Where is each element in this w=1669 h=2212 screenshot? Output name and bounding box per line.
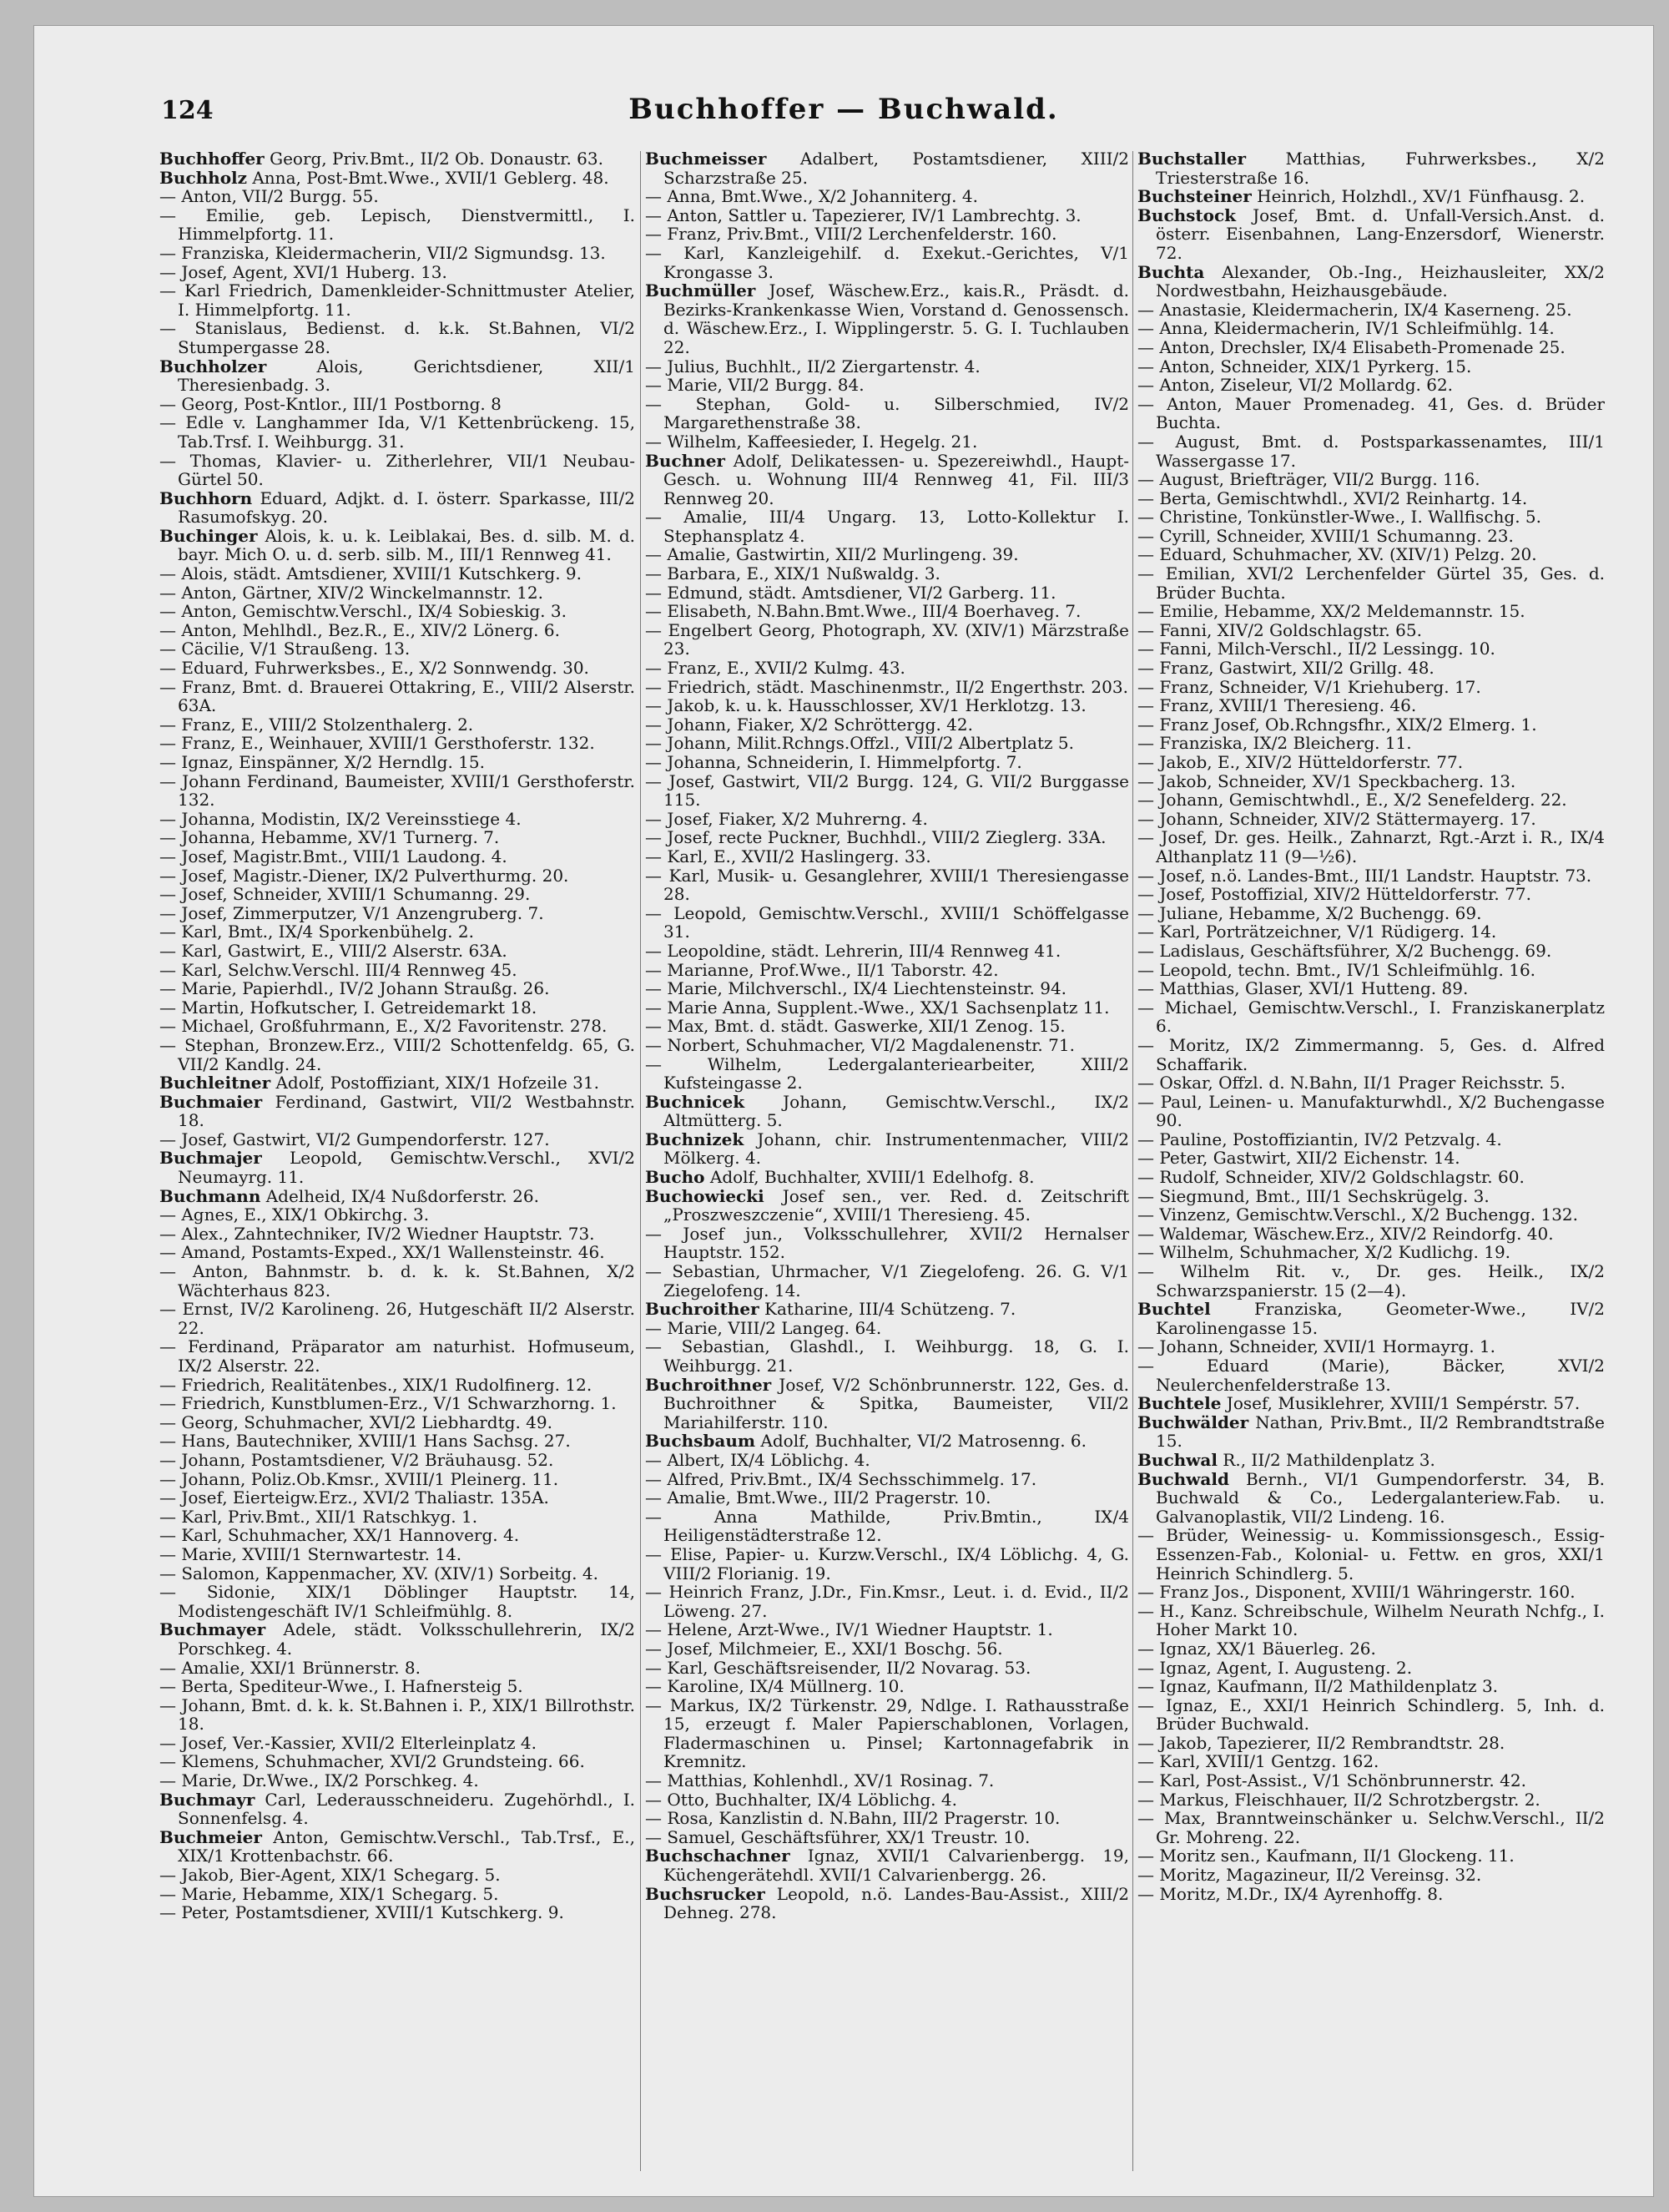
directory-entry: — Johann, Schneider, XVII/1 Hormayrg. 1.	[1137, 1336, 1496, 1357]
surname-heading: Buchmayr	[159, 1789, 255, 1810]
surname-heading: Buchwälder	[1137, 1412, 1249, 1432]
directory-entry: — Eduard, Schuhmacher, XV. (XIV/1) Pelzg. 20.	[1137, 544, 1537, 565]
directory-entry: — Matthias, Kohlenhdl., XV/1 Rosinag. 7.	[645, 1770, 995, 1791]
directory-entry: Buchsrucker Leopold, n.ö. Landes-Bau-Assist., XIII/2 Dehneg. 278.	[645, 1883, 1129, 1923]
column-divider	[1132, 151, 1133, 2171]
surname-heading: Buchstaller	[1137, 149, 1247, 169]
directory-entry: — Franz, XVIII/1 Theresieng. 46.	[1137, 695, 1417, 716]
directory-entry: — Salomon, Kappenmacher, XV. (XIV/1) Sorbeitg. 4.	[159, 1563, 598, 1583]
directory-entry: — Anton, Sattler u. Tapezierer, IV/1 Lambrechtg. 3.	[645, 205, 1082, 225]
surname-heading: Buchmeisser	[645, 149, 767, 169]
directory-entry: — Max, Bmt. d. städt. Gaswerke, XII/1 Zenog. 15.	[645, 1016, 1066, 1037]
directory-entry: — Franz Jos., Disponent, XVIII/1 Währingerstr. 160.	[1137, 1582, 1576, 1603]
directory-entry: Buchleitner Adolf, Postoffiziant, XIX/1 Hofzeile 31.	[159, 1073, 599, 1093]
surname-heading: Buchmayer	[159, 1619, 266, 1640]
directory-entry: — Max, Branntweinschänker u. Selchw.Verschl., II/2 Gr. Mohreng. 22.	[1137, 1808, 1605, 1847]
directory-entry: — Josef, Schneider, XVIII/1 Schumanng. 29.	[159, 884, 531, 905]
directory-entry: Buchwal R., II/2 Mathildenplatz 3.	[1137, 1449, 1435, 1470]
directory-entry: Buchsbaum Adolf, Buchhalter, VI/2 Matrosenng. 6.	[645, 1431, 1087, 1452]
directory-entry: — Anton, Mehlhdl., Bez.R., E., XIV/2 Lönerg. 6.	[159, 619, 560, 640]
directory-entry: — Marie, Milchverschl., IX/4 Liechtensteinstr. 94.	[645, 978, 1067, 999]
directory-entry: — Georg, Schuhmacher, XVI/2 Liebhardtg. 49.	[159, 1412, 552, 1432]
directory-entry: — Georg, Post-Kntlor., III/1 Postborng. 8	[159, 393, 502, 414]
directory-entry: — Klemens, Schuhmacher, XVI/2 Grundsteing. 66.	[159, 1751, 585, 1772]
directory-entry: — Ignaz, Kaufmann, II/2 Mathildenplatz 3.	[1137, 1676, 1499, 1697]
directory-entry: — Anna, Bmt.Wwe., X/2 Johanniterg. 4.	[645, 186, 978, 207]
directory-entry: — Ernst, IV/2 Karolineng. 26, Hutgeschäft II/2 Alserstr. 22.	[159, 1299, 635, 1338]
directory-entry: Buchholzer Alois, Gerichtsdiener, XII/1 Theresienbadg. 3.	[159, 356, 635, 396]
directory-entry: — Jakob, Schneider, XV/1 Speckbacherg. 13.	[1137, 770, 1516, 791]
directory-entry: — Franz, Gastwirt, XII/2 Grillg. 48.	[1137, 658, 1435, 679]
directory-entry: — Berta, Spediteur-Wwe., I. Hafnersteig 5.	[159, 1676, 523, 1697]
directory-entry: — Juliane, Hebamme, X/2 Buchengg. 69.	[1137, 902, 1482, 923]
surname-heading: Buchstock	[1137, 205, 1237, 225]
surname-heading: Buchhoffer	[159, 149, 265, 169]
directory-entry: — Marie, VIII/2 Langeg. 64.	[645, 1317, 882, 1338]
directory-entry: — Franz, E., Weinhauer, XVIII/1 Gersthoferstr. 132.	[159, 733, 595, 754]
directory-entry: — Marie Anna, Supplent.-Wwe., XX/1 Sachsenplatz 11.	[645, 997, 1110, 1018]
directory-entry: Buchner Adolf, Delikatessen- u. Spezereiwhdl., Haupt-Gesch. u. Wohnung III/4 Rennweg 41, Fil. III/3 Rennweg 20.	[645, 450, 1129, 508]
surname-heading: Buchmann	[159, 1185, 261, 1206]
directory-entry: — Johanna, Schneiderin, I. Himmelpfortg. 7.	[645, 752, 1022, 772]
directory-entry: — Edle v. Langhammer Ida, V/1 Kettenbrückeng. 15, Tab.Trsf. I. Weihburgg. 31.	[159, 412, 635, 452]
surname-heading: Buchholz	[159, 167, 247, 188]
directory-entry: — Wilhelm, Schuhmacher, X/2 Kudlichg. 19.	[1137, 1242, 1511, 1263]
directory-entry: — Emilie, Hebamme, XX/2 Meldemannstr. 15.	[1137, 601, 1525, 622]
directory-entry: — Johann, Poliz.Ob.Kmsr., XVIII/1 Pleinerg. 11.	[159, 1468, 559, 1489]
directory-entry: — Wilhelm Rit. v., Dr. ges. Heilk., IX/2 Schwarzspanierstr. 15 (2—4).	[1137, 1261, 1605, 1300]
directory-entry: — Friedrich, städt. Maschinenmstr., II/2 Engerthstr. 203.	[645, 676, 1128, 697]
directory-entry: — Josef, Gastwirt, VII/2 Burgg. 124, G. VII/2 Burggasse 115.	[645, 770, 1129, 811]
directory-entry: — Samuel, Geschäftsführer, XX/1 Treustr. 10.	[645, 1826, 1031, 1847]
directory-entry: — Amalie, Bmt.Wwe., III/2 Pragerstr. 10.	[645, 1487, 991, 1508]
surname-heading: Buchtele	[1137, 1393, 1222, 1414]
directory-entry: — Waldemar, Wäschew.Erz., XIV/2 Reindorfg. 40.	[1137, 1223, 1554, 1244]
directory-page	[33, 25, 1654, 2197]
surname-heading: Buchmüller	[645, 280, 756, 301]
directory-entry: — Karl, Musik- u. Gesanglehrer, XVIII/1 Theresiengasse 28.	[645, 865, 1129, 905]
directory-entry: — Anton, Gemischtw.Verschl., IX/4 Sobieskig. 3.	[159, 601, 567, 622]
directory-entry: — Cyrill, Schneider, XVIII/1 Schumanng. 23.	[1137, 525, 1514, 546]
directory-entry: — Jakob, E., XIV/2 Hütteldorferstr. 77.	[1137, 752, 1464, 772]
directory-entry: — Anna Mathilde, Priv.Bmtin., IX/4 Heiligenstädterstraße 12.	[645, 1506, 1129, 1546]
directory-entry: — Johann, Postamtsdiener, V/2 Bräuhausg. 52.	[159, 1449, 554, 1470]
surname-heading: Buchroithner	[645, 1374, 772, 1395]
directory-entry: — Amalie, XXI/1 Brünnerstr. 8.	[159, 1657, 421, 1678]
directory-entry: — Jakob, Bier-Agent, XIX/1 Schegarg. 5.	[159, 1865, 501, 1886]
directory-entry: — Josef, Zimmerputzer, V/1 Anzengruberg. 7.	[159, 902, 544, 923]
directory-column-left	[159, 149, 635, 1922]
surname-heading: Buchsbaum	[645, 1431, 756, 1452]
directory-entry: — Franz Josef, Ob.Rchngsfhr., XIX/2 Elmerg. 1.	[1137, 714, 1537, 735]
directory-entry: — Marie, VII/2 Burgg. 84.	[645, 375, 865, 396]
directory-entry: — Josef, Postoffizial, XIV/2 Hütteldorferstr. 77.	[1137, 884, 1531, 905]
directory-entry: — Anton, Ziseleur, VI/2 Mollardg. 62.	[1137, 375, 1454, 396]
directory-entry: — Emilie, geb. Lepisch, Dienstvermittl., I. Himmelpfortg. 11.	[159, 205, 635, 245]
directory-entry: Buchmeier Anton, Gemischtw.Verschl., Tab.Trsf., E., XIX/1 Krottenbachstr. 66.	[159, 1826, 635, 1866]
directory-entry: — Stanislaus, Bedienst. d. k.k. St.Bahnen, VI/2 Stumpergasse 28.	[159, 318, 635, 357]
directory-entry: — Ignaz, Agent, I. Augusteng. 2.	[1137, 1657, 1413, 1678]
directory-entry: — Anton, Gärtner, XIV/2 Winckelmannstr. 12.	[159, 582, 543, 603]
surname-heading: Buchmaier	[159, 1091, 263, 1112]
directory-entry: — Alex., Zahntechniker, IV/2 Wiedner Hauptstr. 73.	[159, 1223, 595, 1244]
directory-entry: — Hans, Bautechniker, XVIII/1 Hans Sachsg. 27.	[159, 1431, 571, 1452]
surname-heading: Buchschachner	[645, 1846, 790, 1866]
directory-entry: Buchroithner Josef, V/2 Schönbrunnerstr. 122, Ges. d. Buchroithner & Spitka, Baumeister, VII/2 Mariahilferstr. 110.	[645, 1374, 1129, 1432]
directory-entry: Buchta Alexander, Ob.-Ing., Heizhausleiter, XX/2 Nordwestbahn, Heizhausgebäude.	[1137, 261, 1605, 301]
surname-heading: Buchroither	[645, 1299, 759, 1320]
directory-entry: — Josef, Gastwirt, VI/2 Gumpendorferstr. 127.	[159, 1129, 550, 1149]
directory-entry: — Marie, Papierhdl., IV/2 Johann Straußg. 26.	[159, 978, 550, 999]
directory-entry: — H., Kanz. Schreibschule, Wilhelm Neurath Nchfg., I. Hoher Markt 10.	[1137, 1600, 1605, 1640]
directory-entry: — Eduard, Fuhrwerksbes., E., X/2 Sonnwendg. 30.	[159, 658, 589, 679]
directory-entry: Buchmajer Leopold, Gemischtw.Verschl., XVI/2 Neumayrg. 11.	[159, 1148, 635, 1188]
directory-entry: — Fanni, XIV/2 Goldschlagstr. 65.	[1137, 619, 1422, 640]
directory-entry: — Karl, Geschäftsreisender, II/2 Novarag. 53.	[645, 1657, 1031, 1678]
directory-entry: Buchnizek Johann, chir. Instrumentenmacher, VIII/2 Mölkerg. 4.	[645, 1129, 1129, 1169]
directory-entry: — Karl, Post-Assist., V/1 Schönbrunnerstr. 42.	[1137, 1770, 1526, 1791]
surname-heading: Bucho	[645, 1167, 705, 1188]
directory-entry: — Otto, Buchhalter, IX/4 Löblichg. 4.	[645, 1789, 957, 1810]
directory-entry: — Thomas, Klavier- u. Zitherlehrer, VII/1 Neubau-Gürtel 50.	[159, 450, 635, 490]
directory-entry: — Albert, IX/4 Löblichg. 4.	[645, 1449, 870, 1470]
surname-heading: Buchinger	[159, 525, 258, 546]
directory-entry: — Jakob, Tapezierer, II/2 Rembrandtstr. 28.	[1137, 1732, 1505, 1753]
directory-entry: Buchstock Josef, Bmt. d. Unfall-Versich.Anst. d. österr. Eisenbahnen, Lang-Enzersdorf, Wienerstr. 72.	[1137, 205, 1605, 263]
page-number: 124	[161, 96, 214, 125]
directory-entry: — Peter, Postamtsdiener, XVIII/1 Kutschkerg. 9.	[159, 1902, 564, 1923]
directory-entry: — Christine, Tonkünstler-Wwe., I. Wallfischg. 5.	[1137, 507, 1541, 528]
directory-entry: — Amand, Postamts-Exped., XX/1 Wallensteinstr. 46.	[159, 1242, 605, 1263]
column-divider	[640, 151, 641, 2171]
directory-entry: — Sebastian, Glashdl., I. Weihburgg. 18, G. I. Weihburgg. 21.	[645, 1336, 1129, 1376]
directory-entry: — Marianne, Prof.Wwe., II/1 Taborstr. 42.	[645, 959, 999, 980]
directory-entry: — Franz, Schneider, V/1 Kriehuberg. 17.	[1137, 676, 1481, 697]
surname-heading: Buchnicek	[645, 1091, 745, 1112]
directory-entry: — Josef, Ver.-Kassier, XVII/2 Elterleinplatz 4.	[159, 1732, 537, 1753]
directory-entry: — Ignaz, Einspänner, X/2 Herndlg. 15.	[159, 752, 485, 772]
directory-entry: — Heinrich Franz, J.Dr., Fin.Kmsr., Leut. i. d. Evid., II/2 Löweng. 27.	[645, 1582, 1129, 1621]
directory-entry: — Wilhelm, Kaffeesieder, I. Hegelg. 21.	[645, 431, 978, 452]
directory-entry: — Friedrich, Kunstblumen-Erz., V/1 Schwarzhorng. 1.	[159, 1393, 617, 1414]
directory-entry: Buchroither Katharine, III/4 Schützeng. 7.	[645, 1299, 1016, 1320]
directory-entry: — Anton, Drechsler, IX/4 Elisabeth-Promenade 25.	[1137, 336, 1566, 357]
directory-entry: — Anton, Mauer Promenadeg. 41, Ges. d. Brüder Buchta.	[1137, 393, 1605, 433]
directory-entry: — Anna, Kleidermacherin, IV/1 Schleifmühlg. 14.	[1137, 318, 1555, 339]
directory-entry: Buchsteiner Heinrich, Holzhdl., XV/1 Fünfhausg. 2.	[1137, 186, 1586, 207]
directory-entry: Buchinger Alois, k. u. k. Leiblakai, Bes. d. silb. M. d. bayr. Mich O. u. d. serb. silb. M., III/1 Rennweg 41.	[159, 525, 635, 565]
directory-entry: — Karl, Kanzleigehilf. d. Exekut.-Gerichtes, V/1 Krongasse 3.	[645, 242, 1129, 282]
surname-heading: Buchtel	[1137, 1299, 1211, 1320]
surname-heading: Buchnizek	[645, 1129, 744, 1149]
directory-entry: — Franz, Bmt. d. Brauerei Ottakring, E., VIII/2 Alserstr. 63A.	[159, 676, 635, 716]
directory-entry: — Edmund, städt. Amtsdiener, VI/2 Garberg. 11.	[645, 582, 1056, 603]
directory-entry: — Julius, Buchhlt., II/2 Ziergartenstr. 4.	[645, 356, 981, 376]
directory-entry: — Anton, Schneider, XIX/1 Pyrkerg. 15.	[1137, 356, 1472, 376]
directory-entry: — Rudolf, Schneider, XIV/2 Goldschlagstr. 60.	[1137, 1167, 1525, 1188]
directory-entry: — Ladislaus, Geschäftsführer, X/2 Buchengg. 69.	[1137, 940, 1552, 961]
directory-entry: — Johann, Milit.Rchngs.Offzl., VIII/2 Albertplatz 5.	[645, 733, 1074, 754]
directory-entry: — Wilhelm, Ledergalanteriearbeiter, XIII/2 Kufsteingasse 2.	[645, 1053, 1129, 1093]
directory-entry: — Anton, Bahnmstr. b. d. k. k. St.Bahnen, X/2 Wächterhaus 823.	[159, 1261, 635, 1300]
directory-entry: — Karoline, IX/4 Müllnerg. 10.	[645, 1676, 905, 1697]
directory-entry: — August, Bmt. d. Postsparkassenamtes, III/1 Wassergasse 17.	[1137, 431, 1605, 471]
directory-entry: Buchwald Bernh., VI/1 Gumpendorferstr. 34, B. Buchwald & Co., Ledergalanteriew.Fab. u. Galvanoplastik, VII/2 Lindeng. 16.	[1137, 1468, 1605, 1527]
directory-entry: — Sidonie, XIX/1 Döblinger Hauptstr. 14, Modistengeschäft IV/1 Schleifmühlg. 8.	[159, 1582, 635, 1621]
directory-entry: Buchmayer Adele, städt. Volksschullehrerin, IX/2 Porschkeg. 4.	[159, 1619, 635, 1659]
directory-entry: — Moritz, M.Dr., IX/4 Ayrenhoffg. 8.	[1137, 1883, 1444, 1904]
directory-entry: — Stephan, Bronzew.Erz., VIII/2 Schottenfeldg. 65, G. VII/2 Kandlg. 24.	[159, 1034, 635, 1074]
directory-entry: — Josef, Eierteigw.Erz., XVI/2 Thaliastr. 135A.	[159, 1487, 549, 1508]
directory-entry: — Marie, XVIII/1 Sternwartestr. 14.	[159, 1543, 462, 1564]
surname-heading: Buchowiecki	[645, 1185, 764, 1206]
directory-entry: — Ferdinand, Präparator am naturhist. Hofmuseum, IX/2 Alserstr. 22.	[159, 1336, 635, 1376]
directory-entry: — Berta, Gemischtwhdl., XVI/2 Reinhartg. 14.	[1137, 487, 1528, 508]
directory-entry: Bucho Adolf, Buchhalter, XVIII/1 Edelhofg. 8.	[645, 1167, 1035, 1188]
directory-entry: — Josef, recte Puckner, Buchhdl., VIII/2 Zieglerg. 33A.	[645, 827, 1107, 848]
surname-heading: Buchmajer	[159, 1148, 262, 1169]
directory-entry: — Fanni, Milch-Verschl., II/2 Lessingg. 10.	[1137, 639, 1495, 659]
directory-entry: — Jakob, k. u. k. Hausschlosser, XV/1 Herklotzg. 13.	[645, 695, 1087, 716]
directory-entry: — Siegmund, Bmt., III/1 Sechskrügelg. 3.	[1137, 1185, 1490, 1206]
surname-heading: Buchta	[1137, 261, 1205, 282]
directory-entry: — Ignaz, E., XXI/1 Heinrich Schindlerg. 5, Inh. d. Brüder Buchwald.	[1137, 1694, 1605, 1735]
directory-entry: Buchwälder Nathan, Priv.Bmt., II/2 Rembrandtstraße 15.	[1137, 1412, 1605, 1452]
directory-entry: — Markus, IX/2 Türkenstr. 29, Ndlge. I. Rathausstraße 15, erzeugt f. Maler Papierschablonen, Vorlagen, Fladermaschinen u. Pinsel; Kartonnagefabrik in Kremnitz.	[645, 1694, 1129, 1772]
directory-column-middle	[645, 149, 1129, 1922]
directory-entry: Buchstaller Matthias, Fuhrwerksbes., X/2 Triesterstraße 16.	[1137, 149, 1605, 188]
directory-entry: — Amalie, III/4 Ungarg. 13, Lotto-Kollektur I. Stephansplatz 4.	[645, 507, 1129, 546]
directory-entry: — Johann, Fiaker, X/2 Schröttergg. 42.	[645, 714, 973, 735]
directory-entry: Buchhorn Eduard, Adjkt. d. I. österr. Sparkasse, III/2 Rasumofskyg. 20.	[159, 487, 635, 528]
directory-entry: — Anastasie, Kleidermacherin, IX/4 Kaserneng. 25.	[1137, 299, 1572, 320]
directory-entry: — Johann, Bmt. d. k. k. St.Bahnen i. P., XIX/1 Billrothstr. 18.	[159, 1694, 635, 1735]
directory-entry: — Josef, n.ö. Landes-Bmt., III/1 Landstr. Hauptstr. 73.	[1137, 865, 1592, 886]
directory-entry: — Franziska, Kleidermacherin, VII/2 Sigmundsg. 13.	[159, 242, 606, 263]
directory-entry: — Karl, Porträtzeichner, V/1 Rüdigerg. 14.	[1137, 922, 1497, 942]
directory-entry: Buchschachner Ignaz, XVII/1 Calvarienbergg. 19, Küchengerätehdl. XVII/1 Calvarienbergg. 26.	[645, 1846, 1129, 1886]
directory-entry: — Karl, Bmt., IX/4 Sporkenbühelg. 2.	[159, 922, 474, 942]
surname-heading: Buchholzer	[159, 356, 267, 376]
directory-entry: — Stephan, Gold- u. Silberschmied, IV/2 Margarethenstraße 38.	[645, 393, 1129, 433]
directory-entry: — Barbara, E., XIX/1 Nußwaldg. 3.	[645, 563, 940, 584]
directory-entry: — Johanna, Modistin, IX/2 Vereinsstiege 4.	[159, 808, 522, 829]
directory-entry: — Alois, städt. Amtsdiener, XVIII/1 Kutschkerg. 9.	[159, 563, 582, 584]
directory-entry: — Josef, Milchmeier, E., XXI/1 Boschg. 56.	[645, 1638, 1003, 1659]
directory-entry: Buchmüller Josef, Wäschew.Erz., kais.R., Präsdt. d. Bezirks-Krankenkasse Wien, Vorstand d. Genossensch. d. Wäschew.Erz., I. Wipplingerstr. 5. G. I. Tuchlauben 22.	[645, 280, 1129, 357]
directory-entry: Buchmaier Ferdinand, Gastwirt, VII/2 Westbahnstr. 18.	[159, 1091, 635, 1131]
directory-entry: — Johann, Gemischtwhdl., E., X/2 Senefelderg. 22.	[1137, 790, 1567, 811]
surname-heading: Buchleitner	[159, 1073, 271, 1093]
directory-entry: — Vinzenz, Gemischtw.Verschl., X/2 Buchengg. 132.	[1137, 1204, 1578, 1225]
directory-entry: — Leopoldine, städt. Lehrerin, III/4 Rennweg 41.	[645, 940, 1061, 961]
directory-entry: — Cäcilie, V/1 Straußeng. 13.	[159, 639, 411, 659]
surname-heading: Buchsrucker	[645, 1883, 765, 1904]
directory-entry: — Marie, Dr.Wwe., IX/2 Porschkeg. 4.	[159, 1770, 479, 1791]
directory-entry: — Michael, Großfuhrmann, E., X/2 Favoritenstr. 278.	[159, 1016, 608, 1037]
directory-entry: — Ignaz, XX/1 Bäuerleg. 26.	[1137, 1638, 1376, 1659]
surname-heading: Buchsteiner	[1137, 186, 1252, 207]
directory-entry: — Michael, Gemischtw.Verschl., I. Franziskanerplatz 6.	[1137, 997, 1605, 1037]
directory-entry: — Franz, E., VIII/2 Stolzenthalerg. 2.	[159, 714, 474, 735]
surname-heading: Buchner	[645, 450, 725, 471]
directory-entry: — Elise, Papier- u. Kurzw.Verschl., IX/4 Löblichg. 4, G. VIII/2 Florianig. 19.	[645, 1543, 1129, 1583]
directory-entry: Buchholz Anna, Post-Bmt.Wwe., XVII/1 Geblerg. 48.	[159, 167, 609, 188]
directory-entry: — Alfred, Priv.Bmt., IX/4 Sechsschimmelg. 17.	[645, 1468, 1037, 1489]
directory-entry: Buchhoffer Georg, Priv.Bmt., II/2 Ob. Donaustr. 63.	[159, 149, 603, 169]
directory-entry: — Matthias, Glaser, XVI/1 Hutteng. 89.	[1137, 978, 1469, 999]
directory-entry: — Helene, Arzt-Wwe., IV/1 Wiedner Hauptstr. 1.	[645, 1619, 1053, 1640]
directory-entry: — Franziska, IX/2 Bleicherg. 11.	[1137, 733, 1412, 754]
directory-entry: — Paul, Leinen- u. Manufakturwhdl., X/2 Buchengasse 90.	[1137, 1091, 1605, 1131]
surname-heading: Buchmeier	[159, 1826, 262, 1847]
directory-entry: — Eduard (Marie), Bäcker, XVI/2 Neulerchenfelderstraße 13.	[1137, 1356, 1605, 1395]
directory-entry: — Moritz, Magazineur, II/2 Vereinsg. 32.	[1137, 1865, 1482, 1886]
directory-entry: — Rosa, Kanzlistin d. N.Bahn, III/2 Pragerstr. 10.	[645, 1808, 1061, 1829]
directory-entry: — Emilian, XVI/2 Lerchenfelder Gürtel 35, Ges. d. Brüder Buchta.	[1137, 563, 1605, 603]
directory-entry: — Oskar, Offzl. d. N.Bahn, II/1 Prager Reichsstr. 5.	[1137, 1073, 1566, 1093]
directory-entry: — Agnes, E., XIX/1 Obkirchg. 3.	[159, 1204, 430, 1225]
directory-entry: — Josef jun., Volksschullehrer, XVII/2 Hernalser Hauptstr. 152.	[645, 1223, 1129, 1263]
surname-heading: Buchwal	[1137, 1449, 1218, 1470]
directory-entry: — Josef, Magistr.-Diener, IX/2 Pulverthurmg. 20.	[159, 865, 569, 886]
directory-entry: — Norbert, Schuhmacher, VI/2 Magdalenenstr. 71.	[645, 1034, 1075, 1055]
directory-entry: — Amalie, Gastwirtin, XII/2 Murlingeng. 39.	[645, 544, 1019, 565]
directory-entry: Buchnicek Johann, Gemischtw.Verschl., IX/2 Altmütterg. 5.	[645, 1091, 1129, 1131]
directory-entry: — Sebastian, Uhrmacher, V/1 Ziegelofeng. 26. G. V/1 Ziegelofeng. 14.	[645, 1261, 1129, 1300]
surname-heading: Buchwald	[1137, 1468, 1229, 1489]
directory-entry: — Engelbert Georg, Photograph, XV. (XIV/1) Märzstraße 23.	[645, 619, 1129, 659]
directory-entry: — Marie, Hebamme, XIX/1 Schegarg. 5.	[159, 1883, 499, 1904]
directory-entry: — Karl, Gastwirt, E., VIII/2 Alserstr. 63A.	[159, 940, 507, 961]
directory-entry: — Markus, Fleischhauer, II/2 Schrotzbergstr. 2.	[1137, 1789, 1540, 1810]
directory-entry: — Josef, Agent, XVI/1 Huberg. 13.	[159, 261, 447, 282]
directory-entry: Buchtel Franziska, Geometer-Wwe., IV/2 Karolinengasse 15.	[1137, 1299, 1605, 1338]
directory-entry: — Josef, Dr. ges. Heilk., Zahnarzt, Rgt.-Arzt i. R., IX/4 Althanplatz 11 (9—½6).	[1137, 827, 1605, 866]
directory-entry: — Karl, Schuhmacher, XX/1 Hannoverg. 4.	[159, 1525, 520, 1546]
running-head: Buchhoffer — Buchwald.	[628, 93, 1059, 126]
directory-entry: — Franz, Priv.Bmt., VIII/2 Lerchenfelderstr. 160.	[645, 224, 1057, 245]
directory-entry: — August, Briefträger, VII/2 Burgg. 116.	[1137, 469, 1480, 490]
directory-entry: — Brüder, Weinessig- u. Kommissionsgesch., Essig-Essenzen-Fab., Kolonial- u. Fettw. en gros, XXI/1 Heinrich Schindlerg. 5.	[1137, 1525, 1605, 1583]
directory-entry: — Karl, XVIII/1 Gentzg. 162.	[1137, 1751, 1379, 1772]
directory-entry: — Karl Friedrich, Damenkleider-Schnittmuster Atelier, I. Himmelpfortg. 11.	[159, 280, 635, 320]
directory-entry: — Karl, E., XVII/2 Haslingerg. 33.	[645, 846, 931, 866]
directory-entry: Buchtele Josef, Musiklehrer, XVIII/1 Sempérstr. 57.	[1137, 1393, 1581, 1414]
directory-entry: Buchmann Adelheid, IX/4 Nußdorferstr. 26.	[159, 1185, 539, 1206]
directory-entry: — Elisabeth, N.Bahn.Bmt.Wwe., III/4 Boerhaveg. 7.	[645, 601, 1082, 622]
directory-entry: — Leopold, Gemischtw.Verschl., XVIII/1 Schöffelgasse 31.	[645, 902, 1129, 942]
directory-entry: — Johanna, Hebamme, XV/1 Turnerg. 7.	[159, 827, 500, 848]
directory-entry: — Pauline, Postoffiziantin, IV/2 Petzvalg. 4.	[1137, 1129, 1502, 1149]
directory-entry: Buchowiecki Josef sen., ver. Red. d. Zeitschrift „Proszweszczenie“, XVIII/1 Theresieng. 45.	[645, 1185, 1129, 1225]
directory-entry: — Johann, Schneider, XIV/2 Stättermayerg. 17.	[1137, 808, 1536, 829]
directory-entry: — Josef, Magistr.Bmt., VIII/1 Laudong. 4.	[159, 846, 507, 866]
directory-entry: — Friedrich, Realitätenbes., XIX/1 Rudolfinerg. 12.	[159, 1374, 592, 1395]
directory-entry: — Franz, E., XVII/2 Kulmg. 43.	[645, 658, 905, 679]
directory-entry: Buchmayr Carl, Lederausschneideru. Zugehörhdl., I. Sonnenfelsg. 4.	[159, 1789, 635, 1829]
directory-entry: — Leopold, techn. Bmt., IV/1 Schleifmühlg. 16.	[1137, 959, 1536, 980]
directory-entry: — Moritz sen., Kaufmann, II/1 Glockeng. 11.	[1137, 1846, 1515, 1866]
directory-entry: — Karl, Priv.Bmt., XII/1 Ratschkyg. 1.	[159, 1506, 478, 1527]
directory-entry: — Johann Ferdinand, Baumeister, XVIII/1 Gersthoferstr. 132.	[159, 770, 635, 811]
directory-entry: Buchmeisser Adalbert, Postamtsdiener, XIII/2 Scharzstraße 25.	[645, 149, 1129, 188]
directory-entry: — Peter, Gastwirt, XII/2 Eichenstr. 14.	[1137, 1148, 1460, 1169]
directory-entry: — Moritz, IX/2 Zimmermanng. 5, Ges. d. Alfred Schaffarik.	[1137, 1034, 1605, 1074]
directory-entry: — Karl, Selchw.Verschl. III/4 Rennweg 45.	[159, 959, 517, 980]
directory-entry: — Anton, VII/2 Burgg. 55.	[159, 186, 379, 207]
directory-column-right	[1137, 149, 1605, 1903]
directory-entry: — Martin, Hofkutscher, I. Getreidemarkt 18.	[159, 997, 537, 1018]
directory-entry: — Josef, Fiaker, X/2 Muhrerng. 4.	[645, 808, 928, 829]
surname-heading: Buchhorn	[159, 487, 253, 508]
